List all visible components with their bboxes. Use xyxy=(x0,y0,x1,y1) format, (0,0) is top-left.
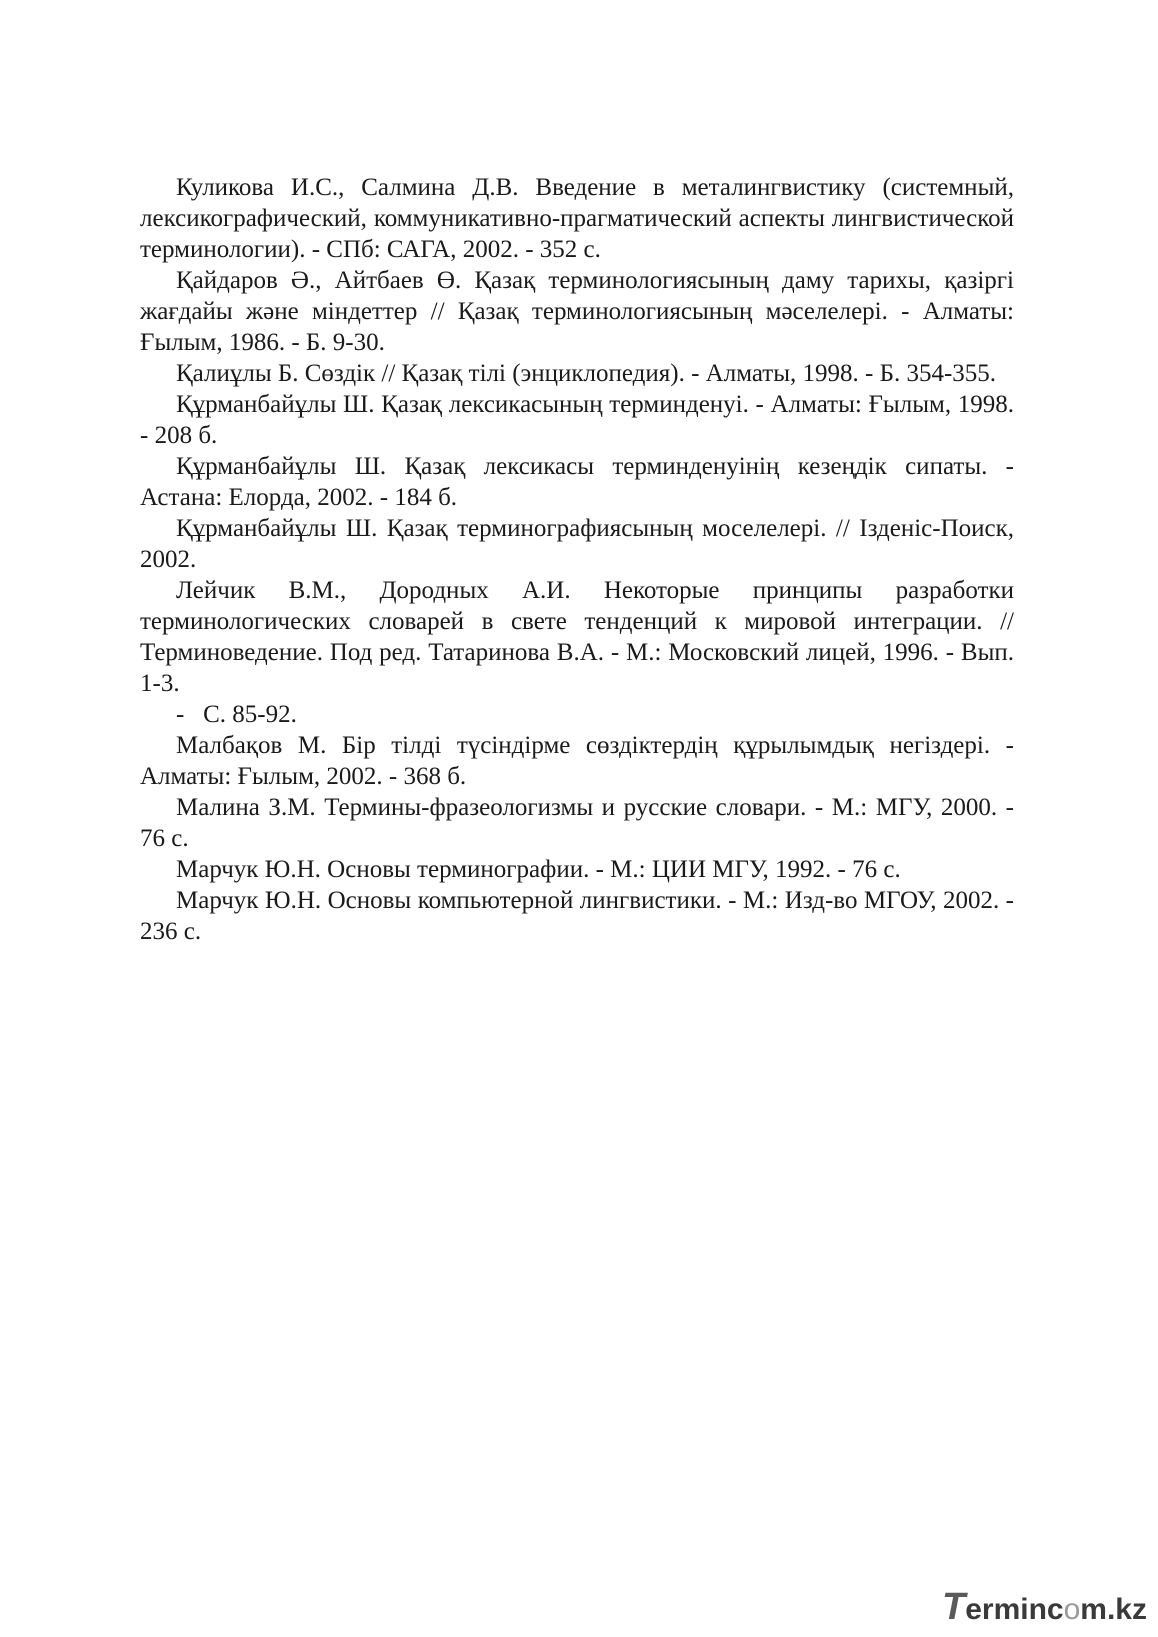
reference-item: Малбақов М. Бір тілді түсіндірме сөздіктердің құрылымдық негіздері. - Алматы: Ғылым, 2002. - 368 б. xyxy=(140,732,1014,790)
reference-item: Лейчик В.М., Дородных А.И. Некоторые принципы разработки терминологических словарей в свете тенденций к мировой интеграции. // Терминоведение. Под ред. Татаринова В.А. - М.: Московский лицей, 1996. - Вып. 1-3. xyxy=(140,577,1014,697)
termincom-logo xyxy=(942,1586,1147,1630)
reference-item: Қайдаров Ә., Айтбаев Ө. Қазақ терминологиясының даму тарихы, қазіргі жағдайы және міндеттер // Қазақ терминологиясының мәселелері. - Алматы: Ғылым, 1986. - Б. 9-30. xyxy=(140,267,1014,356)
reference-item: Куликова И.С., Салмина Д.В. Введение в металингвистику (системный, лексикографический, коммуникативно-прагматический аспекты лингвистической терминологии). - СПб: САГА, 2002. - 352 с. xyxy=(140,174,1014,263)
reference-item-continuation: - С. 85-92. xyxy=(176,701,297,728)
reference-item: Құрманбайұлы Ш. Қазақ терминографиясының моселелері. // Ізденіс-Поиск, 2002. xyxy=(140,515,1014,573)
reference-item: Малина З.М. Термины-фразеологизмы и русские словари. - М.: МГУ, 2000. - 76 с. xyxy=(140,794,1014,852)
reference-item: Құрманбайұлы Ш. Қазақ лексикасы терминденуінің кезеңдік сипаты. - Астана: Елорда, 2002. - 184 б. xyxy=(140,453,1014,511)
reference-item: Қалиұлы Б. Сөздік // Қазақ тілі (энциклопедия). - Алматы, 1998. - Б. 354-355. xyxy=(176,360,997,387)
reference-list xyxy=(140,172,1014,947)
reference-item: Марчук Ю.Н. Основы компьютерной лингвистики. - М.: Изд-во МГОУ, 2002. - 236 с. xyxy=(140,887,1014,945)
magnifier-icon: o xyxy=(1063,1593,1081,1626)
logo-text: Termincom.kz xyxy=(942,1586,1147,1628)
reference-item: Марчук Ю.Н. Основы терминографии. - М.: ЦИИ МГУ, 1992. - 76 с. xyxy=(176,856,901,883)
reference-item: Құрманбайұлы Ш. Қазақ лексикасының терминденуі. - Алматы: Ғылым, 1998. - 208 б. xyxy=(140,391,1014,449)
